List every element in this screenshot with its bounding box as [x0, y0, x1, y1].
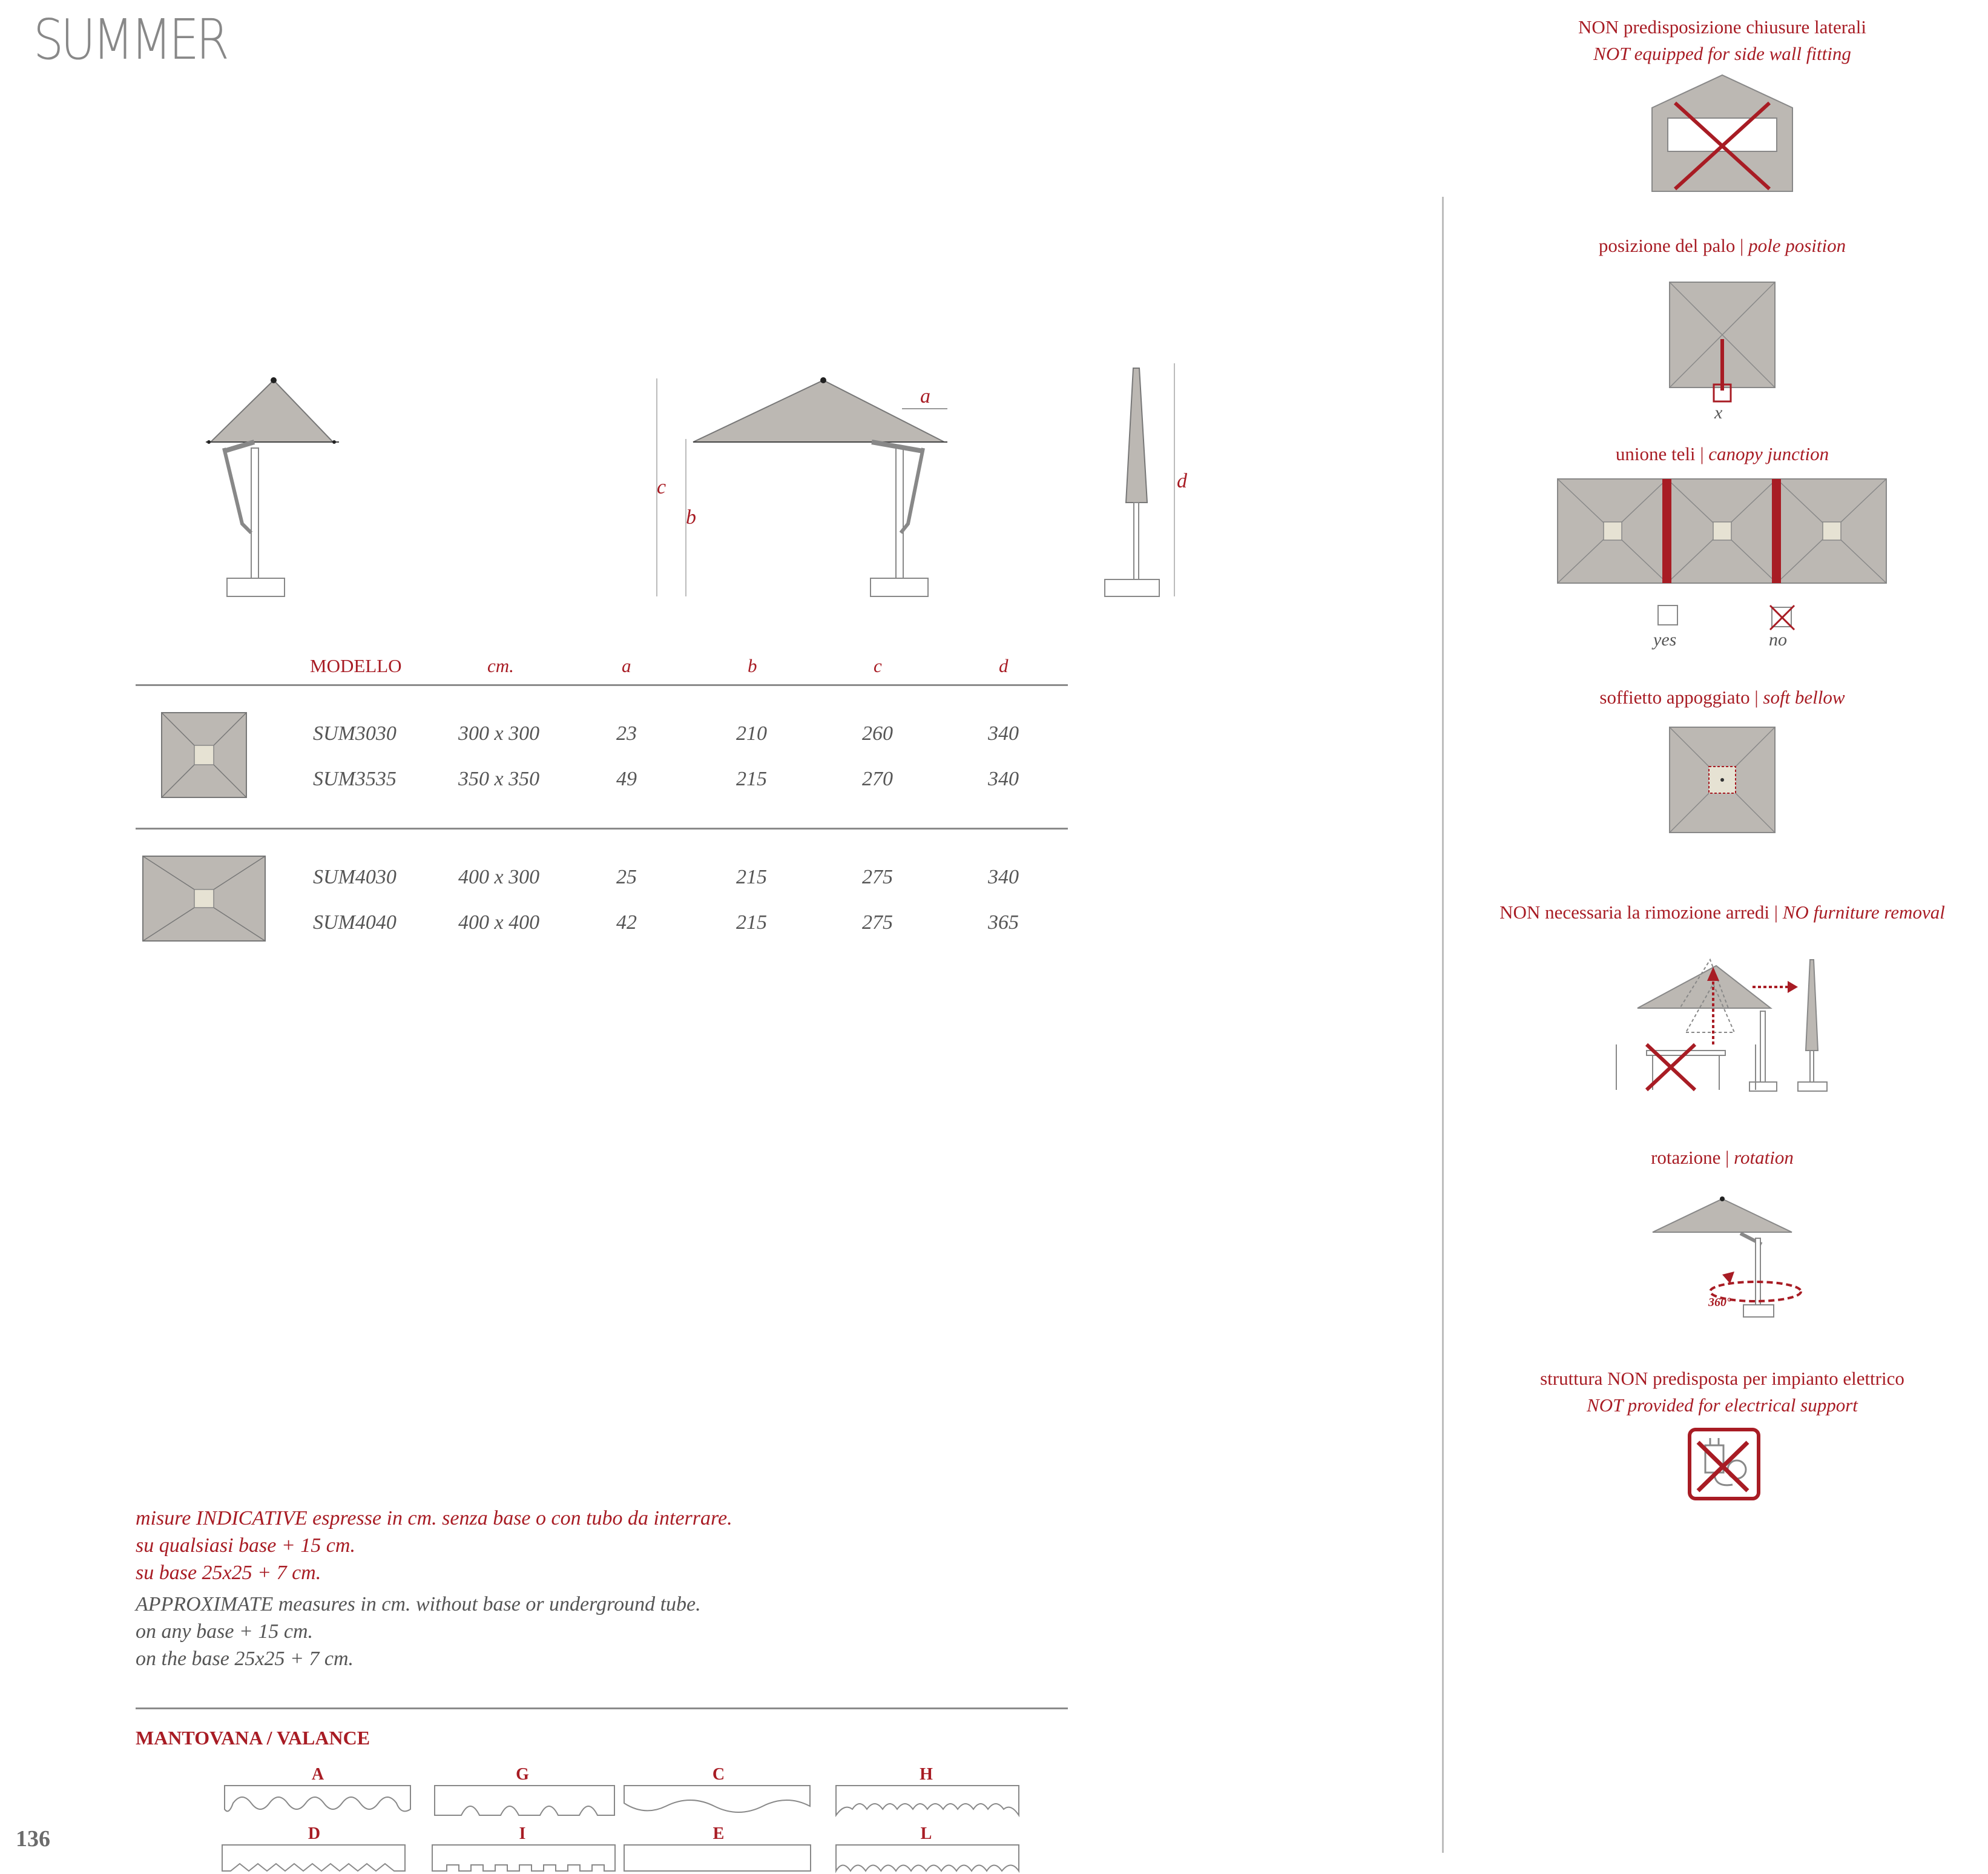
table-cell: 270 — [862, 768, 893, 790]
valance-label: C — [712, 1765, 725, 1784]
table-cell: 23 — [616, 722, 637, 745]
feature-pole-position — [1450, 233, 1988, 259]
page-number: 136 — [16, 1826, 50, 1852]
brand-title: SUMMER — [33, 7, 226, 72]
umbrella-closed-drawing — [1096, 363, 1205, 605]
table-header-rule — [136, 684, 1068, 686]
table-cell: 365 — [988, 911, 1019, 934]
table-cell: 275 — [862, 866, 893, 888]
checkbox-yes-icon — [1657, 604, 1679, 626]
valance-shape-a — [224, 1785, 412, 1816]
feature-label-it: soffietto appoggiato — [1599, 687, 1750, 708]
pole-marker-label: x — [1714, 403, 1723, 423]
feature-label-en: NO furniture removal — [1782, 902, 1945, 923]
table-cell: 340 — [988, 768, 1019, 790]
table-cell: 260 — [862, 722, 893, 745]
dimension-a-label: a — [920, 385, 930, 407]
valance-rule — [136, 1707, 1068, 1709]
table-cell: 400 x 400 — [458, 911, 540, 934]
square-canopy-icon — [161, 712, 247, 798]
feature-label-en: soft bellow — [1763, 687, 1845, 708]
header-a: a — [622, 655, 631, 676]
checkbox-no-icon — [1769, 604, 1795, 631]
feature-label-it: NON predisposizione chiusure laterali — [1578, 16, 1867, 38]
table-cell: 215 — [736, 866, 767, 888]
table-cell: 300 x 300 — [458, 722, 540, 745]
valance-label: I — [519, 1824, 526, 1843]
feature-label-en: pole position — [1748, 235, 1846, 256]
notes-english — [136, 1591, 701, 1672]
feature-label-en: rotation — [1734, 1147, 1794, 1168]
note-line: on the base 25x25 + 7 cm. — [136, 1648, 354, 1670]
header-b: b — [748, 655, 757, 676]
feature-label-en: NOT provided for electrical support — [1587, 1394, 1858, 1416]
table-cell: SUM3030 — [313, 722, 397, 745]
valance-shape-c — [624, 1785, 811, 1816]
table-cell: 340 — [988, 722, 1019, 745]
table-cell: 275 — [862, 911, 893, 934]
table-cell: 400 x 300 — [458, 866, 540, 888]
feature-canopy-junction — [1450, 441, 1988, 467]
feature-separator: | — [1700, 443, 1704, 464]
valance-label: E — [713, 1824, 725, 1843]
notes-italian — [136, 1505, 732, 1586]
valance-shape-l — [835, 1844, 1020, 1872]
feature-electrical — [1450, 1365, 1988, 1419]
feature-label-it: rotazione — [1651, 1147, 1721, 1168]
table-cell: 215 — [736, 768, 767, 790]
feature-label-en: NOT equipped for side wall fitting — [1593, 43, 1851, 64]
dimension-d-label: d — [1177, 470, 1187, 492]
table-cell: 215 — [736, 911, 767, 934]
note-line: misure INDICATIVE espresse in cm. senza base o con tubo da interrare. — [136, 1507, 732, 1529]
feature-side-walls — [1450, 14, 1988, 67]
canopy-junction-icon — [1557, 478, 1887, 584]
header-modello: MODELLO — [310, 655, 402, 676]
note-line: on any base + 15 cm. — [136, 1620, 314, 1643]
pole-position-icon — [1669, 282, 1776, 409]
valance-label: G — [516, 1765, 529, 1784]
header-cm: cm. — [487, 655, 514, 676]
table-cell: 49 — [616, 768, 637, 790]
feature-furniture-removal — [1450, 899, 1988, 926]
soft-bellow-icon — [1669, 727, 1776, 833]
dimension-c-label: c — [657, 476, 667, 498]
table-cell: 210 — [736, 722, 767, 745]
column-divider — [1442, 197, 1444, 1853]
side-wall-icon — [1651, 73, 1794, 194]
rectangular-canopy-icon — [142, 856, 266, 942]
header-c: c — [874, 655, 882, 676]
table-group-rule — [136, 828, 1068, 830]
valance-shape-h — [835, 1785, 1020, 1816]
table-cell: SUM3535 — [313, 768, 397, 790]
umbrella-front-drawing — [648, 363, 987, 605]
feature-separator: | — [1754, 687, 1759, 708]
valance-label: D — [308, 1824, 321, 1843]
feature-label-it: struttura NON predisposta per impianto elettrico — [1540, 1368, 1904, 1389]
table-cell: SUM4040 — [313, 911, 397, 934]
valance-shape-i — [432, 1844, 616, 1872]
valance-shape-d — [222, 1844, 406, 1872]
header-d: d — [999, 655, 1009, 676]
feature-label-it: NON necessaria la rimozione arredi — [1499, 902, 1770, 923]
feature-rotation — [1450, 1144, 1988, 1171]
valance-title: MANTOVANA / VALANCE — [136, 1727, 370, 1749]
note-line: su qualsiasi base + 15 cm. — [136, 1534, 355, 1557]
note-line: su base 25x25 + 7 cm. — [136, 1562, 321, 1584]
furniture-removal-icon — [1613, 954, 1837, 1093]
feature-label-en: canopy junction — [1708, 443, 1829, 464]
rotation-degrees-label: 360° — [1708, 1296, 1731, 1309]
feature-soft-bellow — [1450, 684, 1988, 711]
umbrella-side-drawing — [206, 363, 478, 605]
feature-separator: | — [1774, 902, 1778, 923]
table-cell: 340 — [988, 866, 1019, 888]
valance-shape-g — [434, 1785, 616, 1816]
option-no-label: no — [1769, 630, 1787, 650]
feature-separator: | — [1725, 1147, 1730, 1168]
valance-label: A — [311, 1765, 324, 1784]
valance-shape-e — [624, 1844, 811, 1872]
dimension-b-label: b — [686, 506, 696, 529]
electrical-icon — [1687, 1427, 1761, 1501]
table-cell: SUM4030 — [313, 866, 397, 888]
option-yes-label: yes — [1653, 630, 1677, 650]
table-cell: 350 x 350 — [458, 768, 540, 790]
table-cell: 25 — [616, 866, 637, 888]
valance-label: L — [920, 1824, 932, 1843]
feature-separator: | — [1740, 235, 1744, 256]
feature-label-it: posizione del palo — [1598, 235, 1736, 256]
note-line: APPROXIMATE measures in cm. without base or underground tube. — [136, 1593, 701, 1615]
feature-label-it: unione teli — [1615, 443, 1696, 464]
table-cell: 42 — [616, 911, 637, 934]
valance-label: H — [920, 1765, 933, 1784]
